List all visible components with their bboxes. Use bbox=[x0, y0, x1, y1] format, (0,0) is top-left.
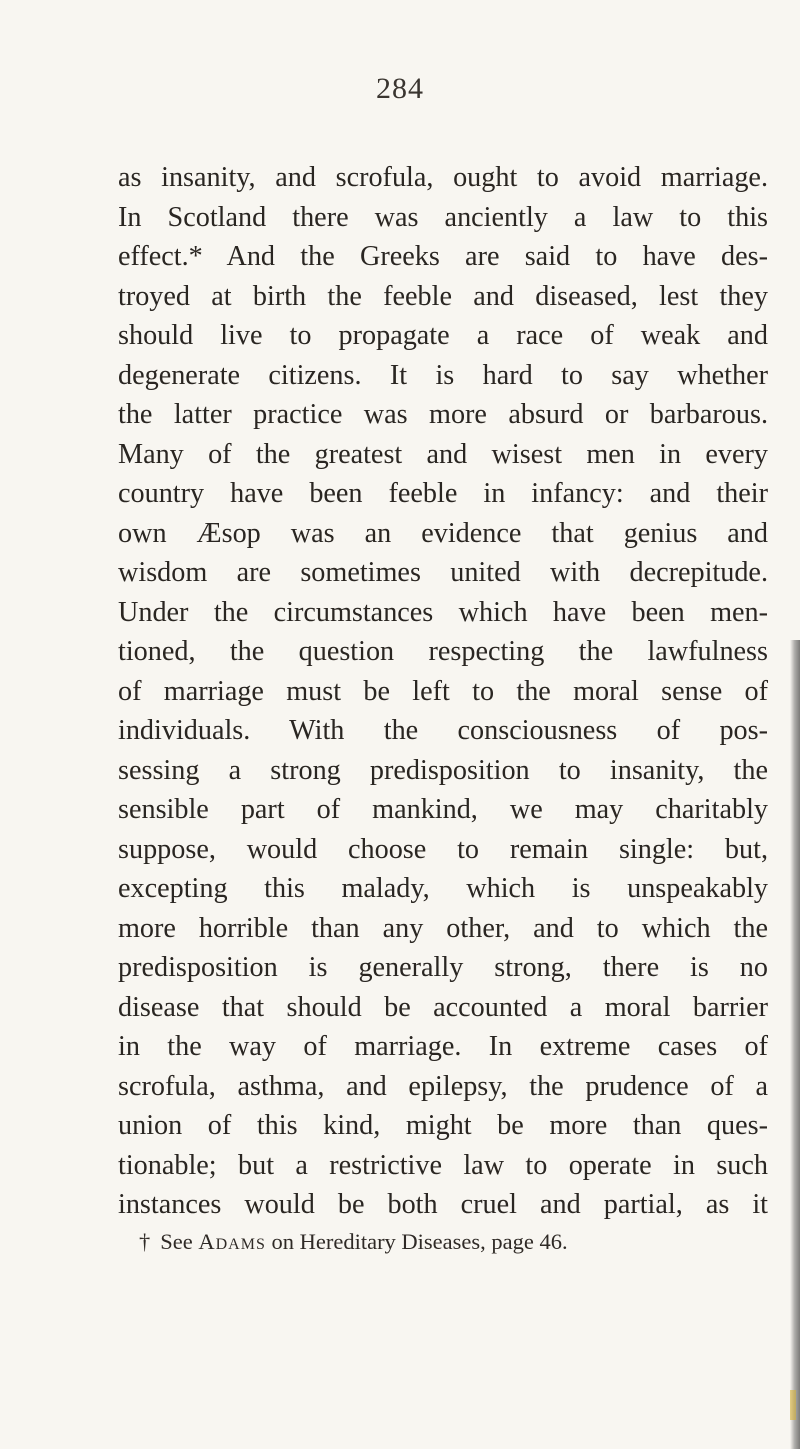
footnote-reference: on Hereditary Diseases, page 46. bbox=[271, 1229, 568, 1254]
footnote-mark: † bbox=[139, 1229, 151, 1254]
text-line: troyed at birth the feeble and diseased, lest they bbox=[118, 280, 768, 312]
text-line: of marriage must be left to the moral sense of bbox=[118, 675, 768, 707]
footnote bbox=[139, 1227, 759, 1257]
text-line: more horrible than any other, and to which the bbox=[118, 912, 768, 944]
text-line: In Scotland there was anciently a law to this bbox=[118, 201, 768, 233]
text-line: excepting this malady, which is unspeakably bbox=[118, 873, 768, 904]
text-line: should live to propagate a race of weak and bbox=[118, 320, 768, 351]
text-line: Under the circumstances which have been men- bbox=[118, 596, 768, 628]
text-line: country have been feeble in infancy: and their bbox=[118, 478, 768, 509]
text-line: individuals. With the consciousness of pos- bbox=[118, 715, 768, 746]
text-line: scrofula, asthma, and epilepsy, the prudence of a bbox=[118, 1070, 768, 1102]
text-line: disease that should be accounted a moral barrier bbox=[118, 991, 768, 1023]
text-line: predisposition is generally strong, there is no bbox=[118, 952, 768, 983]
binding-stain bbox=[790, 1390, 796, 1420]
text-line: tionable; but a restrictive law to operate in such bbox=[118, 1149, 768, 1181]
text-line: the latter practice was more absurd or barbarous. bbox=[118, 399, 768, 430]
text-line: effect.* And the Greeks are said to have des- bbox=[118, 241, 768, 272]
text-line: sensible part of mankind, we may charitably bbox=[118, 794, 768, 825]
text-line: as insanity, and scrofula, ought to avoid marriage. bbox=[118, 162, 768, 193]
text-line: Many of the greatest and wisest men in every bbox=[118, 438, 768, 470]
text-line: wisdom are sometimes united with decrepitude. bbox=[118, 557, 768, 588]
text-line: suppose, would choose to remain single: but, bbox=[118, 833, 768, 865]
page-number: 284 bbox=[376, 72, 424, 105]
text-line: degenerate citizens. It is hard to say whether bbox=[118, 359, 768, 391]
text-line: in the way of marriage. In extreme cases of bbox=[118, 1031, 768, 1062]
text-line: own Æsop was an evidence that genius and bbox=[118, 517, 768, 549]
binding-edge bbox=[790, 640, 800, 1449]
text-line: tioned, the question respecting the lawfulness bbox=[118, 636, 768, 667]
footnote-author: Adams bbox=[198, 1229, 266, 1254]
body-text bbox=[118, 158, 768, 1225]
text-line: sessing a strong predisposition to insanity, the bbox=[118, 754, 768, 786]
text-line: instances would be both cruel and partial, as it bbox=[118, 1189, 768, 1220]
text-line: union of this kind, might be more than ques- bbox=[118, 1110, 768, 1141]
footnote-prefix: See bbox=[160, 1229, 193, 1254]
